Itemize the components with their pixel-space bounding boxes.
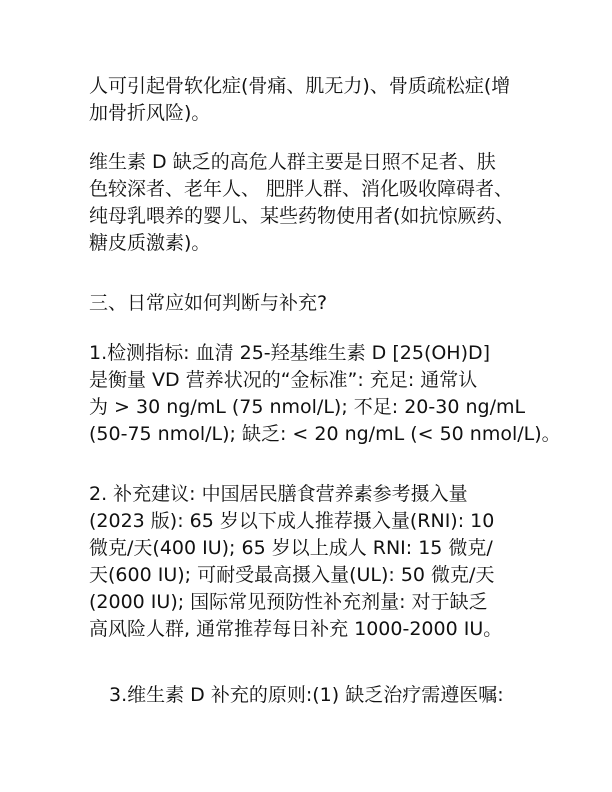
- text-line: 天(600 IU); 可耐受最高摄入量(UL): 50 微克/天: [89, 564, 495, 586]
- text-line: 1.检测指标: 血清 25-羟基维生素 D [25(OH)D]: [89, 342, 491, 364]
- para-test-indicator: [89, 340, 561, 448]
- text-line: 2. 补充建议: 中国居民膳食营养素参考摄入量: [89, 483, 468, 505]
- text-line: 人可引起骨软化症(骨痛、肌无力)、骨质疏松症(增: [89, 75, 511, 97]
- text-line: (50-75 nmol/L); 缺乏: < 20 ng/mL (< 50 nmol/L)。: [89, 423, 561, 445]
- text-line: 3.维生素 D 补充的原则:(1) 缺乏治疗需遵医嘱:: [109, 684, 504, 706]
- section-heading: 三、日常应如何判断与补充?: [89, 292, 328, 314]
- text-line: 是衡量 VD 营养状况的“金标准”: 充足: 通常认: [89, 369, 478, 391]
- section-heading-three: [89, 290, 327, 317]
- text-line: (2000 IU); 国际常见预防性补充剂量: 对于缺乏: [89, 591, 488, 613]
- text-line: 维生素 D 缺乏的高危人群主要是日照不足者、肤: [89, 151, 496, 173]
- text-line: 加骨折风险)。: [89, 102, 211, 124]
- text-line: 为 > 30 ng/mL (75 nmol/L); 不足: 20-30 ng/mL: [89, 396, 526, 418]
- text-line: 色较深者、老年人、 肥胖人群、消化吸收障碍者、: [89, 178, 514, 200]
- para-supplement-principles: [109, 682, 504, 709]
- para-vd-deficiency-effects: [89, 73, 510, 127]
- text-line: 糖皮质激素)。: [89, 232, 211, 254]
- text-line: 纯母乳喂养的婴儿、某些药物使用者(如抗惊厥药、: [89, 205, 515, 227]
- para-high-risk-groups: [89, 149, 514, 257]
- para-supplement-advice: [89, 481, 502, 643]
- text-line: 高风险人群, 通常推荐每日补充 1000-2000 IU。: [89, 618, 503, 640]
- text-line: (2023 版): 65 岁以下成人推荐摄入量(RNI): 10: [89, 510, 495, 532]
- text-line: 微克/天(400 IU); 65 岁以上成人 RNI: 15 微克/: [89, 537, 493, 559]
